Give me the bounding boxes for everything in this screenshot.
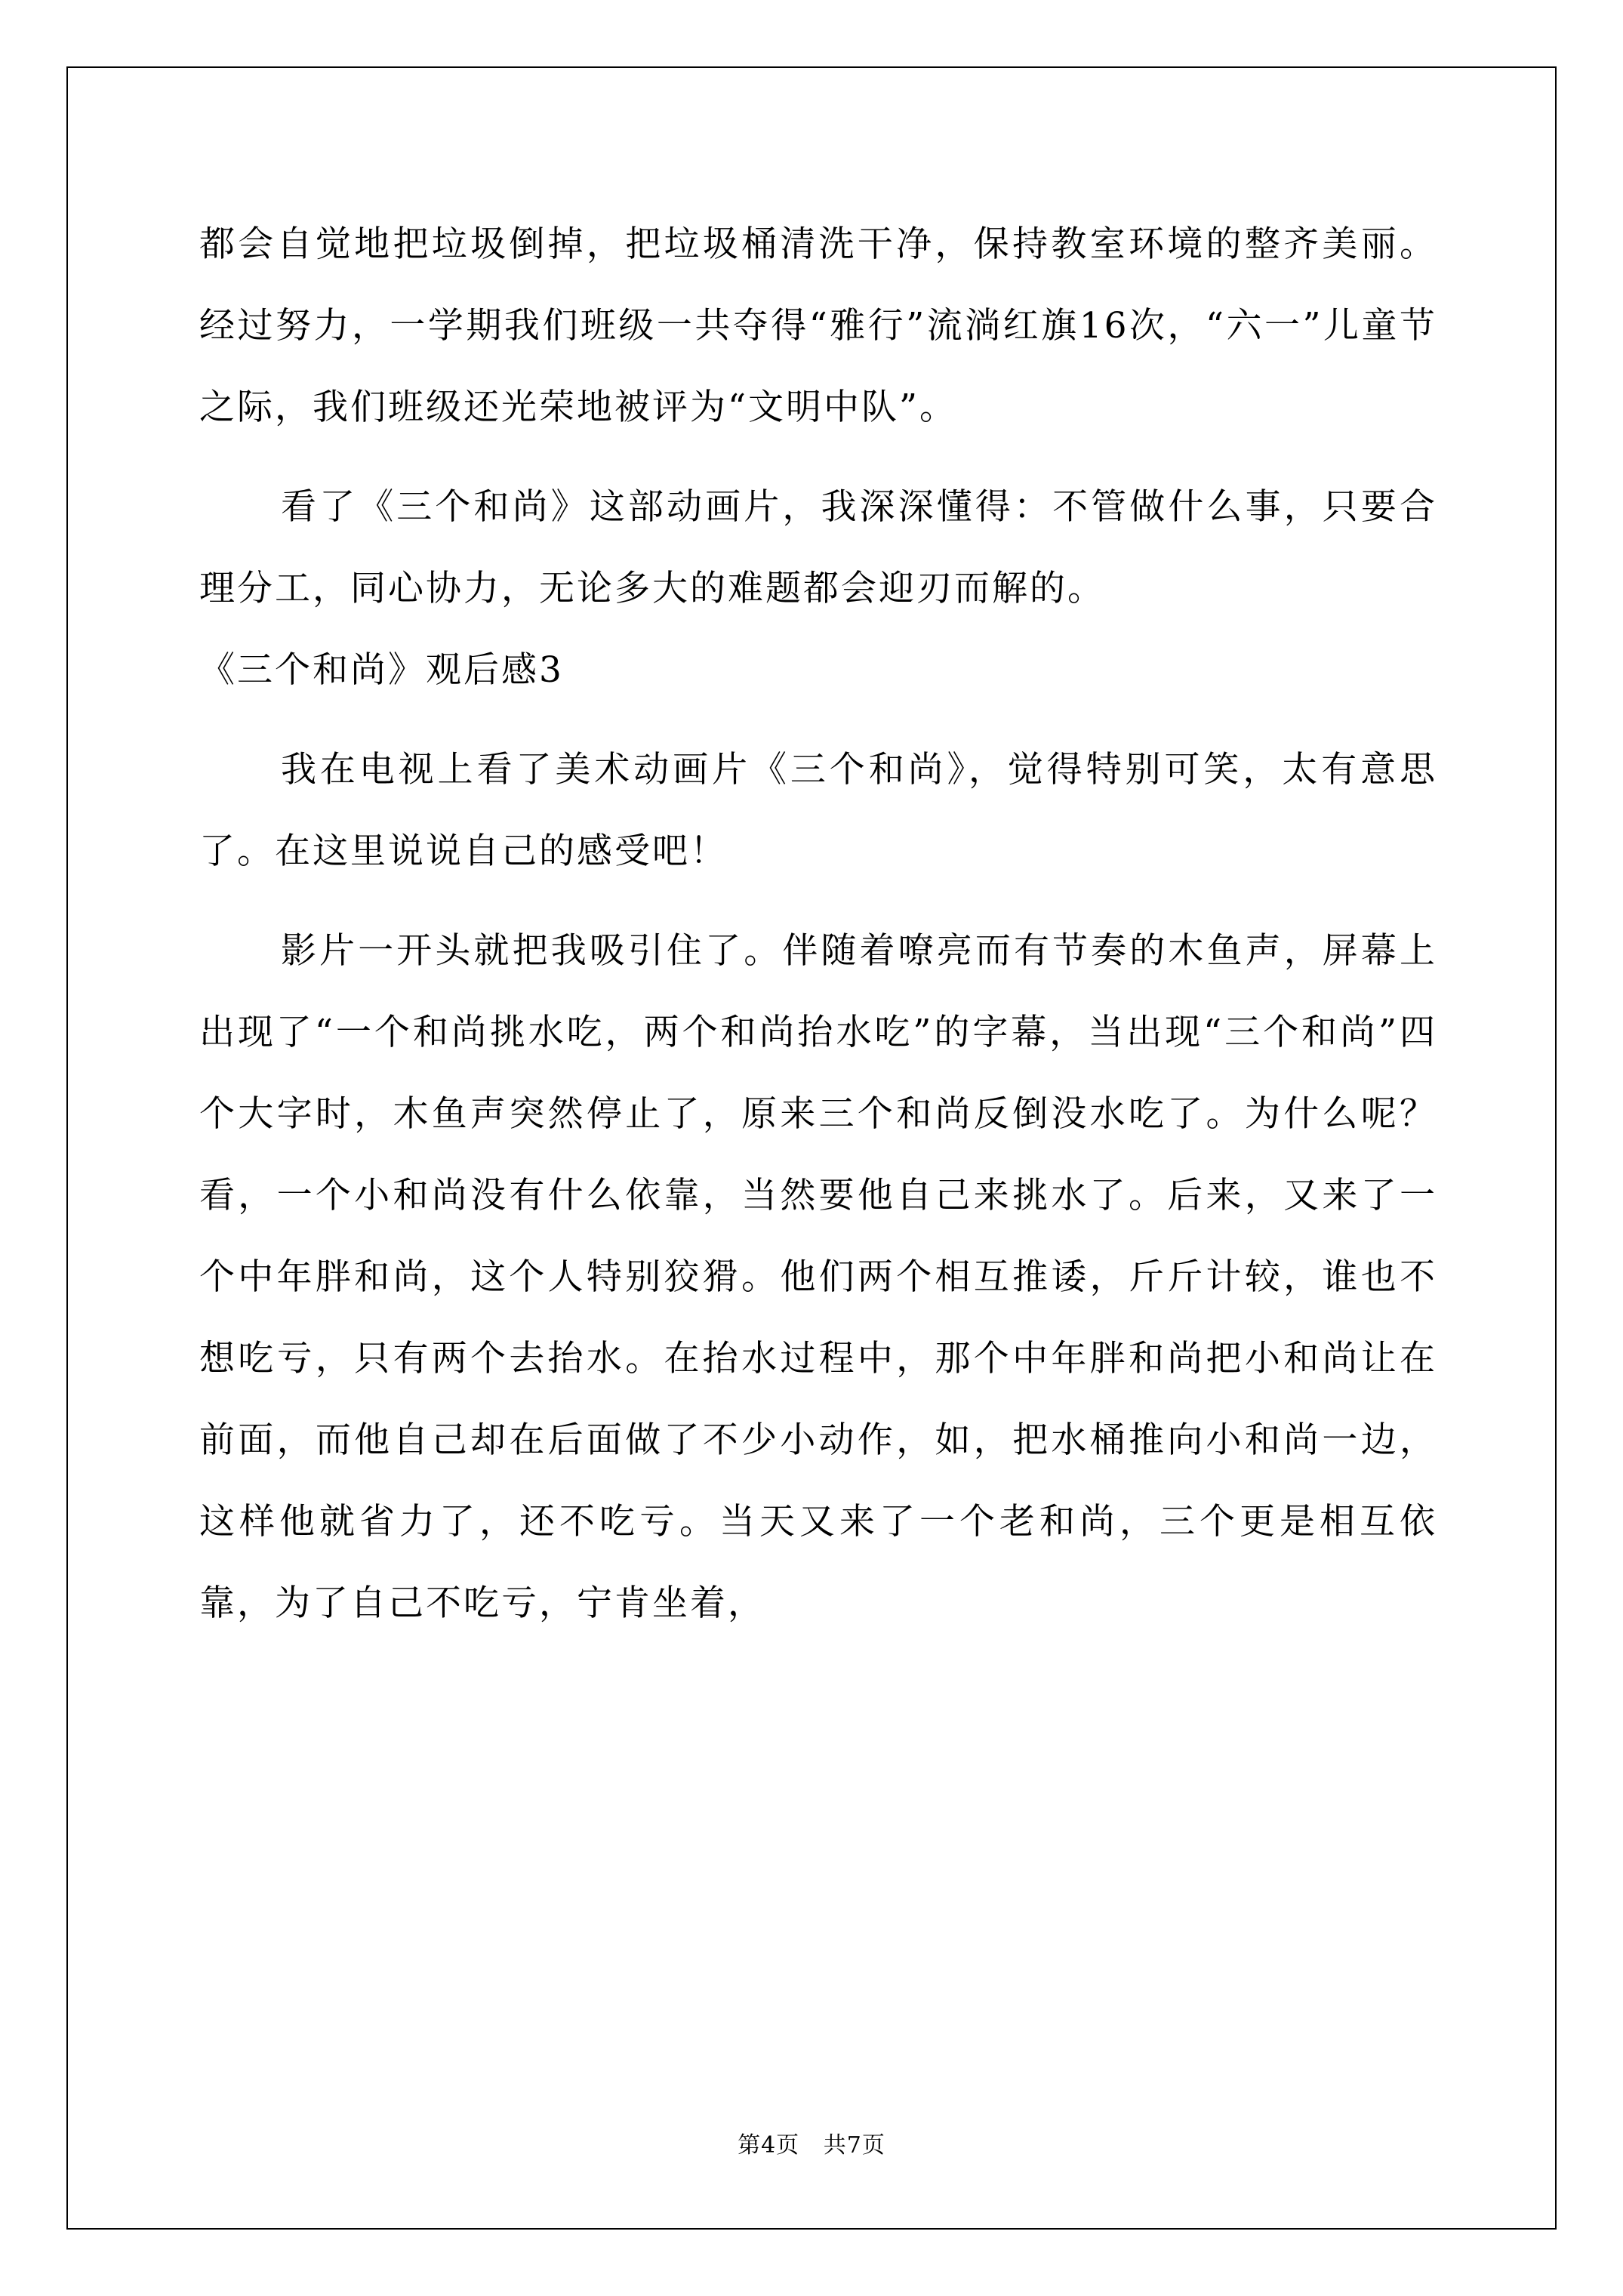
section-heading: 《三个和尚》观后感3 — [199, 649, 564, 691]
page-total: 共7页 — [823, 2132, 885, 2159]
page-footer — [0, 2131, 1623, 2161]
paragraph-intro: 我在电视上看了美术动画片《三个和尚》，觉得特别可笑，太有意思了。在这里说说自己的感受吧！ — [199, 749, 1437, 872]
page-number: 第4页 — [738, 2132, 800, 2159]
paragraph-gap — [199, 448, 1437, 467]
document-body — [199, 204, 1437, 1644]
paragraph-story: 影片一开头就把我吸引住了。伴随着嘹亮而有节奏的木鱼声，屏幕上出现了“一个和尚挑水吃，两个和尚抬水吃”的字幕，当出现“三个和尚”四个大字时，木鱼声突然停止了，原来三个和尚反倒没水吃了。为什么呢？看，一个小和尚没有什么依靠，当然要他自己来挑水了。后来，又来了一个中年胖和尚，这个人特别狡猾。他们两个相互推诿，斤斤计较，谁也不想吃亏，只有两个去抬水。在抬水过程中，那个中年胖和尚把小和尚让在前面，而他自己却在后面做了不少小动作，如，把水桶推向小和尚一边，这样他就省力了，还不吃亏。当天又来了一个老和尚，三个更是相互依靠，为了自己不吃亏，宁肯坐着， — [199, 930, 1437, 1624]
paragraph-continuation: 都会自觉地把垃圾倒掉，把垃圾桶清洗干净，保持教室环境的整齐美丽。经过努力，一学期我们班级一共夺得“雅行”流淌红旗16次，“六一”儿童节之际，我们班级还光荣地被评为“文明中队”。 — [199, 223, 1437, 428]
paragraph-gap — [199, 711, 1437, 729]
paragraph-conclusion: 看了《三个和尚》这部动画片，我深深懂得：不管做什么事，只要合理分工，同心协力，无论多大的难题都会迎刃而解的。 — [199, 486, 1437, 609]
paragraph-gap — [199, 892, 1437, 911]
